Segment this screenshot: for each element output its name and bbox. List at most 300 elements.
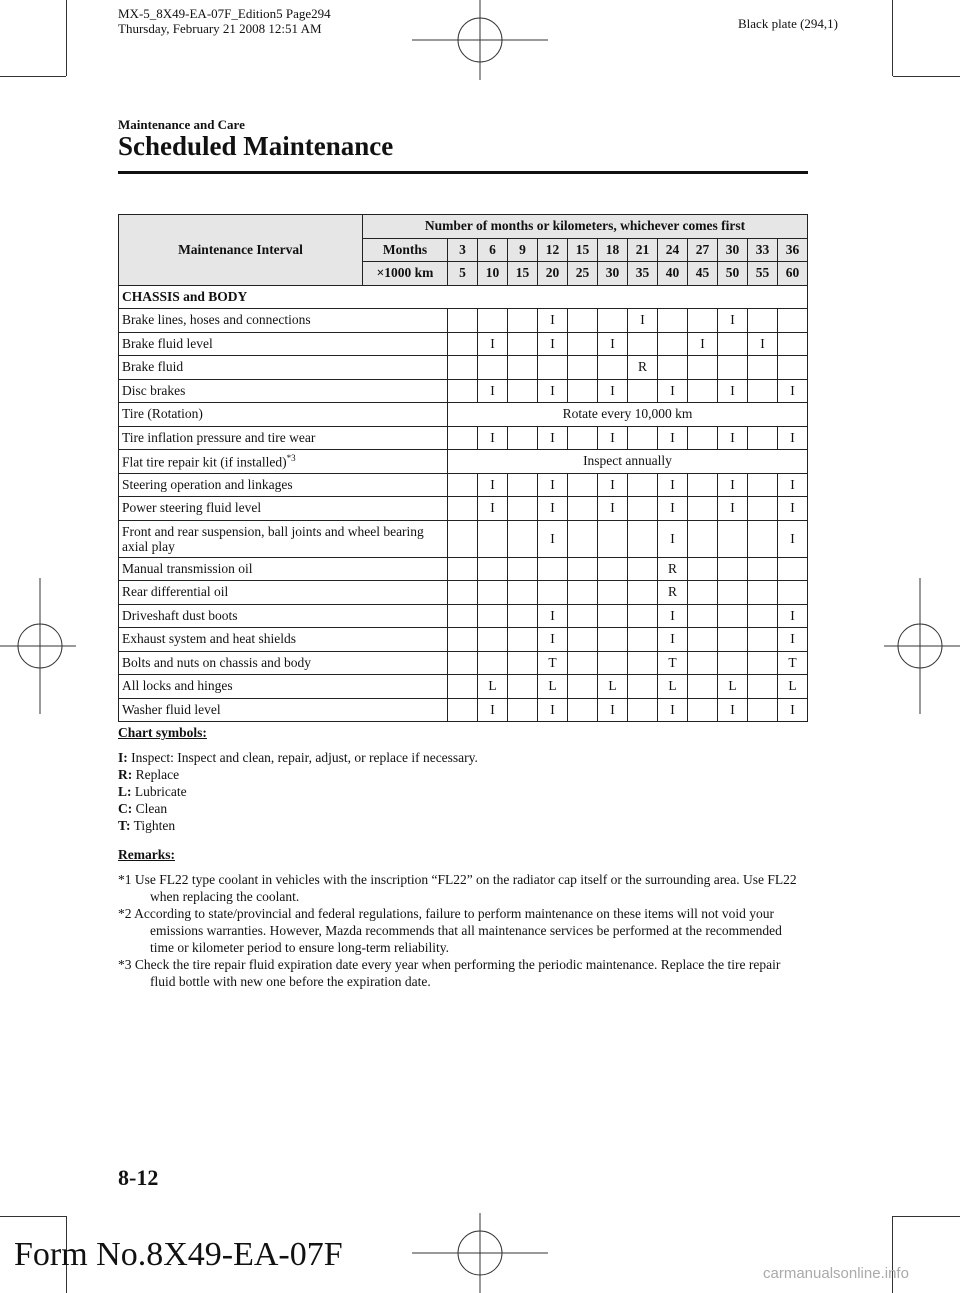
- month-header: 3: [448, 238, 478, 262]
- schedule-cell: L: [778, 675, 808, 699]
- schedule-cell: [748, 473, 778, 497]
- maintenance-item-label: Manual transmission oil: [122, 560, 253, 576]
- schedule-cell: I: [598, 379, 628, 403]
- month-header: 36: [778, 238, 808, 262]
- maintenance-table: [118, 214, 808, 722]
- schedule-cell: [598, 309, 628, 333]
- crop-mark: [892, 0, 893, 76]
- schedule-cell: I: [478, 332, 508, 356]
- schedule-cell: [688, 604, 718, 628]
- schedule-cell: I: [658, 497, 688, 521]
- schedule-cell: [748, 581, 778, 605]
- schedule-cell: I: [778, 520, 808, 557]
- schedule-cell: [568, 473, 598, 497]
- schedule-cell: I: [658, 379, 688, 403]
- schedule-cell: I: [538, 628, 568, 652]
- maintenance-item: [119, 309, 448, 333]
- km-header: 25: [568, 262, 598, 286]
- km-header: 45: [688, 262, 718, 286]
- month-header: 15: [568, 238, 598, 262]
- maintenance-item-label: Washer fluid level: [122, 701, 221, 717]
- schedule-cell: I: [658, 426, 688, 450]
- schedule-cell: [568, 520, 598, 557]
- schedule-cell: [718, 332, 748, 356]
- section-row: [119, 285, 808, 309]
- schedule-cell: [658, 356, 688, 380]
- schedule-cell: [448, 520, 478, 557]
- schedule-cell: [778, 309, 808, 333]
- maintenance-item-label: Disc brakes: [122, 382, 186, 398]
- interval-note: Rotate every 10,000 km: [448, 403, 808, 427]
- schedule-cell: I: [598, 473, 628, 497]
- maintenance-item: [119, 675, 448, 699]
- legend-item: [118, 800, 478, 817]
- schedule-cell: I: [538, 309, 568, 333]
- schedule-cell: [658, 309, 688, 333]
- schedule-cell: [688, 426, 718, 450]
- schedule-cell: I: [778, 426, 808, 450]
- table-row: [119, 581, 808, 605]
- schedule-cell: I: [778, 698, 808, 722]
- table-row: [119, 473, 808, 497]
- watermark: carmanualsonline.info: [763, 1265, 909, 1282]
- schedule-cell: [508, 698, 538, 722]
- schedule-cell: [448, 426, 478, 450]
- header-row: [119, 215, 808, 239]
- table-row: [119, 604, 808, 628]
- schedule-cell: [688, 497, 718, 521]
- schedule-cell: [448, 309, 478, 333]
- schedule-cell: [598, 356, 628, 380]
- schedule-cell: [568, 581, 598, 605]
- schedule-cell: [448, 379, 478, 403]
- schedule-cell: I: [538, 698, 568, 722]
- legend-item: [118, 817, 478, 834]
- schedule-cell: [688, 581, 718, 605]
- schedule-cell: [508, 379, 538, 403]
- schedule-cell: I: [538, 520, 568, 557]
- month-header: 21: [628, 238, 658, 262]
- schedule-cell: [478, 356, 508, 380]
- schedule-cell: [688, 675, 718, 699]
- schedule-cell: T: [658, 651, 688, 675]
- remark-note: *1 Use FL22 type coolant in vehicles with the inscription “FL22” on the radiator cap itself or the surrounding area. Use FL22 when replacing the coolant.: [118, 872, 797, 904]
- maintenance-item: [119, 497, 448, 521]
- maintenance-item: [119, 698, 448, 722]
- maintenance-item: [119, 403, 448, 427]
- schedule-cell: I: [778, 497, 808, 521]
- schedule-cell: [628, 332, 658, 356]
- maintenance-item: [119, 450, 448, 474]
- schedule-cell: I: [538, 332, 568, 356]
- schedule-cell: [778, 557, 808, 581]
- schedule-cell: I: [688, 332, 718, 356]
- month-header: 27: [688, 238, 718, 262]
- schedule-cell: [568, 604, 598, 628]
- schedule-cell: T: [778, 651, 808, 675]
- month-header: 18: [598, 238, 628, 262]
- schedule-cell: [508, 651, 538, 675]
- legend-item: [118, 749, 478, 766]
- month-header: 24: [658, 238, 688, 262]
- schedule-cell: [448, 675, 478, 699]
- schedule-cell: [448, 628, 478, 652]
- km-header: 50: [718, 262, 748, 286]
- schedule-cell: [508, 497, 538, 521]
- schedule-cell: [748, 497, 778, 521]
- schedule-cell: [508, 426, 538, 450]
- legend-text: Replace: [135, 767, 180, 782]
- schedule-cell: [568, 309, 598, 333]
- maintenance-item-label: Bolts and nuts on chassis and body: [122, 654, 311, 670]
- schedule-cell: I: [778, 628, 808, 652]
- schedule-cell: [748, 651, 778, 675]
- km-header: 20: [538, 262, 568, 286]
- schedule-cell: I: [538, 426, 568, 450]
- schedule-cell: [568, 628, 598, 652]
- schedule-cell: [448, 557, 478, 581]
- schedule-cell: [568, 497, 598, 521]
- schedule-cell: [688, 628, 718, 652]
- schedule-cell: I: [598, 698, 628, 722]
- schedule-cell: I: [658, 698, 688, 722]
- schedule-cell: I: [628, 309, 658, 333]
- table-row: [119, 309, 808, 333]
- schedule-cell: [598, 520, 628, 557]
- legend-item: [118, 783, 478, 800]
- maintenance-item: [119, 581, 448, 605]
- schedule-cell: [478, 557, 508, 581]
- form-number: Form No.8X49-EA-07F: [14, 1236, 343, 1273]
- schedule-cell: [748, 379, 778, 403]
- legend-key: R:: [118, 767, 133, 782]
- schedule-cell: [688, 379, 718, 403]
- remark-note: *3 Check the tire repair fluid expiration date every year when performing the periodic maintenance. Replace the tire repair fluid bottle with new one before the expiration date.: [118, 957, 781, 989]
- schedule-cell: [508, 628, 538, 652]
- schedule-cell: I: [658, 473, 688, 497]
- schedule-cell: [448, 497, 478, 521]
- print-header: [118, 6, 331, 36]
- schedule-cell: [748, 520, 778, 557]
- maintenance-item: [119, 332, 448, 356]
- interval-note: Inspect annually: [448, 450, 808, 474]
- maintenance-item-label: Tire inflation pressure and tire wear: [122, 429, 316, 445]
- maintenance-item: [119, 604, 448, 628]
- schedule-cell: [748, 356, 778, 380]
- schedule-cell: [598, 628, 628, 652]
- km-header: 15: [508, 262, 538, 286]
- schedule-cell: L: [598, 675, 628, 699]
- schedule-cell: I: [718, 309, 748, 333]
- schedule-cell: [508, 473, 538, 497]
- maintenance-item-label: Flat tire repair kit (if installed): [122, 454, 287, 469]
- schedule-cell: [478, 604, 508, 628]
- schedule-cell: I: [538, 604, 568, 628]
- schedule-cell: [598, 557, 628, 581]
- maintenance-item: [119, 379, 448, 403]
- schedule-cell: [448, 332, 478, 356]
- schedule-cell: [598, 651, 628, 675]
- schedule-cell: I: [598, 332, 628, 356]
- maintenance-item-label: All locks and hinges: [122, 678, 233, 694]
- registration-mark-right-icon: [884, 578, 960, 714]
- schedule-cell: [628, 379, 658, 403]
- schedule-cell: [688, 473, 718, 497]
- remarks-heading: Remarks:: [118, 847, 175, 862]
- legend-key: C:: [118, 801, 133, 816]
- maintenance-item: [119, 628, 448, 652]
- schedule-cell: I: [778, 379, 808, 403]
- month-header: 30: [718, 238, 748, 262]
- schedule-cell: I: [538, 473, 568, 497]
- schedule-cell: [448, 698, 478, 722]
- legend-text: Lubricate: [134, 784, 187, 799]
- table-row: [119, 698, 808, 722]
- schedule-cell: [448, 581, 478, 605]
- registration-mark-top-icon: [412, 0, 548, 80]
- interval-span-header: Number of months or kilometers, whichever comes first: [363, 215, 808, 239]
- schedule-cell: R: [658, 581, 688, 605]
- month-header: 12: [538, 238, 568, 262]
- schedule-cell: [748, 675, 778, 699]
- table-row: [119, 497, 808, 521]
- schedule-cell: I: [478, 379, 508, 403]
- schedule-cell: [718, 520, 748, 557]
- schedule-cell: [658, 332, 688, 356]
- maintenance-item-label: Exhaust system and heat shields: [122, 631, 296, 647]
- schedule-cell: I: [718, 473, 748, 497]
- schedule-cell: [778, 581, 808, 605]
- schedule-cell: [508, 520, 538, 557]
- schedule-cell: I: [478, 497, 508, 521]
- schedule-cell: [628, 675, 658, 699]
- schedule-cell: [508, 604, 538, 628]
- schedule-cell: [718, 651, 748, 675]
- schedule-cell: [778, 356, 808, 380]
- table-row: [119, 520, 808, 557]
- schedule-cell: [628, 604, 658, 628]
- legend-text: Clean: [135, 801, 168, 816]
- schedule-cell: I: [538, 379, 568, 403]
- table-row: [119, 450, 808, 474]
- maintenance-interval-header: Maintenance Interval: [119, 215, 363, 286]
- schedule-cell: [628, 473, 658, 497]
- schedule-cell: [508, 581, 538, 605]
- schedule-cell: I: [598, 426, 628, 450]
- schedule-cell: [448, 604, 478, 628]
- schedule-cell: [688, 651, 718, 675]
- schedule-cell: I: [718, 379, 748, 403]
- schedule-cell: [718, 604, 748, 628]
- schedule-cell: [568, 379, 598, 403]
- schedule-cell: I: [718, 497, 748, 521]
- schedule-cell: L: [658, 675, 688, 699]
- km-header: 30: [598, 262, 628, 286]
- maintenance-item-label: Steering operation and linkages: [122, 476, 293, 492]
- schedule-cell: [478, 309, 508, 333]
- schedule-cell: [628, 628, 658, 652]
- schedule-cell: I: [538, 497, 568, 521]
- crop-mark: [0, 76, 66, 77]
- schedule-cell: [748, 698, 778, 722]
- schedule-cell: [538, 557, 568, 581]
- schedule-cell: [568, 426, 598, 450]
- table-row: [119, 426, 808, 450]
- table-row: [119, 356, 808, 380]
- legend-key: L:: [118, 784, 132, 799]
- schedule-cell: [478, 651, 508, 675]
- date-line: Thursday, February 21 2008 12:51 AM: [118, 21, 322, 36]
- schedule-cell: [628, 497, 658, 521]
- schedule-cell: [718, 356, 748, 380]
- month-header: 6: [478, 238, 508, 262]
- schedule-cell: I: [718, 698, 748, 722]
- maintenance-item: [119, 651, 448, 675]
- schedule-cell: [598, 604, 628, 628]
- km-header: 10: [478, 262, 508, 286]
- maintenance-item-label: Rear differential oil: [122, 584, 229, 600]
- maintenance-item: [119, 426, 448, 450]
- registration-mark-bottom-icon: [412, 1213, 548, 1293]
- registration-mark-left-icon: [0, 578, 76, 714]
- schedule-cell: [748, 426, 778, 450]
- schedule-cell: I: [658, 520, 688, 557]
- remarks: [118, 846, 808, 990]
- maintenance-item: [119, 356, 448, 380]
- maintenance-item: [119, 473, 448, 497]
- legend-key: T:: [118, 818, 131, 833]
- schedule-cell: [628, 426, 658, 450]
- table-row: [119, 651, 808, 675]
- page-title: Scheduled Maintenance: [118, 131, 394, 161]
- schedule-cell: [448, 356, 478, 380]
- schedule-cell: I: [778, 604, 808, 628]
- km-header: 55: [748, 262, 778, 286]
- page-number: 8-12: [118, 1165, 159, 1190]
- km-label: ×1000 km: [363, 262, 448, 286]
- schedule-cell: [598, 581, 628, 605]
- schedule-cell: [568, 651, 598, 675]
- schedule-cell: [748, 628, 778, 652]
- title-rule: [118, 171, 808, 174]
- legend-text: Tighten: [133, 818, 176, 833]
- maintenance-item-label: Power steering fluid level: [122, 500, 262, 516]
- table-row: [119, 403, 808, 427]
- schedule-cell: I: [478, 473, 508, 497]
- table-row: [119, 675, 808, 699]
- schedule-cell: I: [658, 604, 688, 628]
- crop-mark: [893, 1216, 960, 1217]
- schedule-cell: [508, 557, 538, 581]
- schedule-cell: [628, 557, 658, 581]
- table-row: [119, 557, 808, 581]
- schedule-cell: I: [478, 698, 508, 722]
- schedule-cell: [628, 520, 658, 557]
- schedule-cell: [478, 581, 508, 605]
- schedule-cell: [748, 557, 778, 581]
- schedule-cell: [478, 628, 508, 652]
- plate-label: Black plate (294,1): [738, 16, 838, 31]
- chart-symbols: [118, 724, 478, 834]
- km-header: 40: [658, 262, 688, 286]
- schedule-cell: [568, 698, 598, 722]
- schedule-cell: [778, 332, 808, 356]
- legend-item: [118, 766, 478, 783]
- schedule-cell: L: [538, 675, 568, 699]
- maintenance-item: [119, 557, 448, 581]
- schedule-cell: [628, 581, 658, 605]
- schedule-cell: [568, 332, 598, 356]
- schedule-cell: I: [718, 426, 748, 450]
- maintenance-item-label: Brake fluid: [122, 359, 184, 375]
- maintenance-item-label: Front and rear suspension, ball joints and wheel bearing axial play: [122, 523, 424, 554]
- schedule-cell: R: [658, 557, 688, 581]
- schedule-cell: [718, 581, 748, 605]
- footnote-ref: *3: [286, 452, 296, 463]
- schedule-cell: [448, 473, 478, 497]
- schedule-cell: [538, 581, 568, 605]
- crop-mark: [0, 1216, 66, 1217]
- schedule-cell: I: [598, 497, 628, 521]
- schedule-cell: I: [748, 332, 778, 356]
- schedule-cell: [748, 309, 778, 333]
- chassis-body-section: CHASSIS and BODY: [119, 285, 808, 309]
- schedule-cell: [508, 309, 538, 333]
- remark-note: *2 According to state/provincial and federal regulations, failure to perform maintenance on these items will not void your emissions warranties. However, Mazda recommends that all maintenance services be performed at the recommended time or kilometer period to ensure long-term reliability.: [118, 906, 782, 955]
- schedule-cell: I: [478, 426, 508, 450]
- crop-mark: [66, 0, 67, 76]
- chart-symbols-heading: Chart symbols:: [118, 725, 207, 740]
- maintenance-item-label: Brake lines, hoses and connections: [122, 312, 311, 328]
- schedule-cell: I: [778, 473, 808, 497]
- km-header: 5: [448, 262, 478, 286]
- schedule-cell: [568, 557, 598, 581]
- schedule-cell: [718, 628, 748, 652]
- table-row: [119, 628, 808, 652]
- section-label: Maintenance and Care: [118, 117, 245, 132]
- crop-mark: [893, 76, 960, 77]
- schedule-cell: [748, 604, 778, 628]
- months-label: Months: [363, 238, 448, 262]
- maintenance-item-label: Tire (Rotation): [122, 406, 203, 422]
- schedule-cell: R: [628, 356, 658, 380]
- table-row: [119, 379, 808, 403]
- schedule-cell: [688, 309, 718, 333]
- schedule-cell: [508, 356, 538, 380]
- file-line: MX-5_8X49-EA-07F_Edition5 Page294: [118, 6, 331, 21]
- schedule-cell: [628, 698, 658, 722]
- schedule-cell: [718, 557, 748, 581]
- schedule-cell: [568, 356, 598, 380]
- maintenance-item-label: Brake fluid level: [122, 335, 213, 351]
- schedule-cell: [538, 356, 568, 380]
- maintenance-item-label: Driveshaft dust boots: [122, 607, 238, 623]
- schedule-cell: [508, 675, 538, 699]
- km-header: 35: [628, 262, 658, 286]
- schedule-cell: [478, 520, 508, 557]
- legend-text: Inspect: Inspect and clean, repair, adjust, or replace if necessary.: [131, 750, 478, 765]
- schedule-cell: T: [538, 651, 568, 675]
- maintenance-item: [119, 520, 448, 557]
- schedule-cell: [628, 651, 658, 675]
- schedule-cell: I: [658, 628, 688, 652]
- schedule-cell: L: [478, 675, 508, 699]
- schedule-cell: [688, 356, 718, 380]
- schedule-cell: [568, 675, 598, 699]
- km-header: 60: [778, 262, 808, 286]
- schedule-cell: L: [718, 675, 748, 699]
- month-header: 33: [748, 238, 778, 262]
